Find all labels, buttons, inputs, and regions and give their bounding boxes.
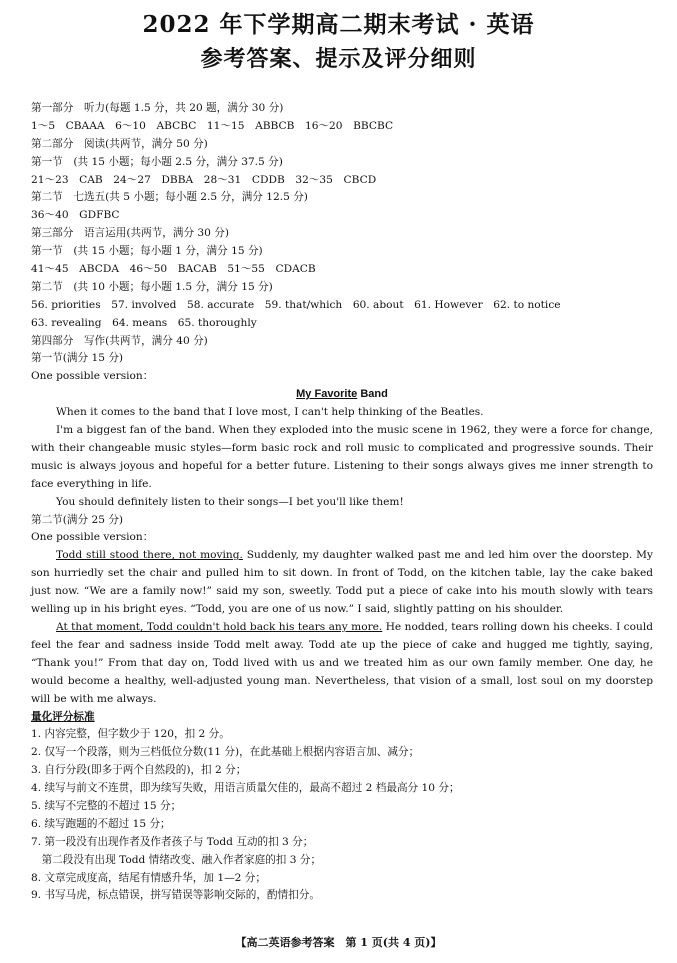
part1-keys: 1～5 CBAAA 6～10 ABCBC 11～15 ABBCB 16～20 BBCBC xyxy=(31,119,394,132)
part3-section2-keys-a: 56. priorities 57. involved 58. accurate 59. that/which 60. about 61. However 62. to notice xyxy=(31,298,561,311)
essay-title xyxy=(31,386,653,404)
essay-title-rest: Band xyxy=(357,388,388,401)
part3-section1-keys: 41～45 ABCDA 46～50 BACAB 51～55 CDACB xyxy=(31,263,316,276)
part3-section2-heading: 第二节 (共 10 小题；每小题 1.5 分，满分 15 分) xyxy=(31,280,273,293)
essay-paragraph-2: I'm a biggest fan of the band. When they exploded into the music scene in 1962, they were a force for change, with their changeable music styles—form basic rock and roll music to complicated and progressive sounds. Their music is always joyous and hopeful for a better future. Listening to their songs always gives me inner strength to face everything in life. xyxy=(31,424,653,490)
criteria-item: 1. 内容完整，但字数少于 120，扣 2 分。 xyxy=(31,728,230,741)
part2-section1-keys: 21～23 CAB 24～27 DBBA 28～31 CDDB 32～35 CBCD xyxy=(31,173,377,186)
page-footer: 【高二英语参考答案 第 1 页(共 4 页)】 xyxy=(235,936,442,949)
criteria-item: 6. 续写跑题的不超过 15 分； xyxy=(31,817,171,830)
essay-paragraph-3: You should definitely listen to their songs—I bet you'll like them! xyxy=(56,495,404,508)
criteria-heading: 量化评分标准 xyxy=(31,710,95,723)
continuation-paragraph-1 xyxy=(31,547,653,619)
continuation-paragraph-2-opening: At that moment, Todd couldn't hold back his tears any more. xyxy=(56,620,383,633)
continuation-paragraph-2 xyxy=(31,619,653,709)
page-subtitle: 参考答案、提示及评分细则 xyxy=(200,46,477,72)
criteria-item: 7. 第一段没有出现作者及作者孩子与 Todd 互动的扣 3 分； xyxy=(31,835,314,848)
criteria-item: 9. 书写马虎，标点错误，拼写错误等影响交际的，酌情扣分。 xyxy=(31,889,320,902)
criteria-item: 第二段没有出现 Todd 情绪改变、融入作者家庭的扣 3 分； xyxy=(31,853,322,866)
page-title: 2022 年下学期高二期末考试 · 英语 xyxy=(142,11,535,38)
criteria-item: 4. 续写与前文不连贯，即为续写失败，用语言质量欠佳的，最高不超过 2 档最高分 10 分； xyxy=(31,782,460,795)
continuation-paragraph-1-body: Suddenly, my daughter walked past me and led him over the doorstep. My son hurriedly set the chair and pulled him to sit down. In front of Todd, on the kitchen table, lay the cake baked just now. “We are a family now!” said my son, sweetly. Todd put a piece of cake into his mouth slowly with tears welling up in his bright eyes. “Todd, you are one of us now.” I said, slightly patting on his shoulder. xyxy=(31,549,653,616)
part2-section2-heading: 第二节 七选五(共 5 小题；每小题 2.5 分，满分 12.5 分) xyxy=(31,191,308,204)
continuation-paragraph-1-opening: Todd still stood there, not moving. xyxy=(56,549,243,562)
criteria-item: 3. 自行分段(即多于两个自然段的)，扣 2 分； xyxy=(31,764,247,777)
essay-paragraph-1: When it comes to the band that I love most, I can't help thinking of the Beatles. xyxy=(56,406,484,419)
criteria-item: 8. 文章完成度高，结尾有情感升华，加 1—2 分； xyxy=(31,871,266,884)
section2-version: One possible version： xyxy=(31,531,154,544)
section2-heading: 第二节(满分 25 分) xyxy=(31,513,124,526)
criteria-item: 2. 仅写一个段落，则为三档低位分数(11 分)，在此基础上根据内容语言加、减分； xyxy=(31,746,420,759)
part2-heading: 第二部分 阅读(共两节，满分 50 分) xyxy=(31,137,208,150)
part1-heading: 第一部分 听力(每题 1.5 分，共 20 题，满分 30 分) xyxy=(31,102,284,114)
part4-section1-version: One possible version： xyxy=(31,370,154,383)
criteria-item: 5. 续写不完整的不超过 15 分； xyxy=(31,799,182,812)
essay-title-underlined: My Favorite xyxy=(296,388,358,401)
part4-heading: 第四部分 写作(共两节，满分 40 分) xyxy=(31,334,208,347)
continuation-paragraph-2-body: He nodded, tears rolling down his cheeks. I could feel the fear and sadness inside Todd melt away. Todd ate up the piece of cake and hugged me tightly, saying, “Thank you!” From that day on, Todd lived with us and we treated him as our own family member. One day, he would become a healthy, well-adjusted young man. Nevertheless, that vision of a small, lost soul on my doorstep will be with me always. xyxy=(31,620,653,705)
part3-section1-heading: 第一节 (共 15 小题；每小题 1 分，满分 15 分) xyxy=(31,245,263,258)
part3-heading: 第三部分 语言运用(共两节，满分 30 分) xyxy=(31,227,229,240)
part2-section2-keys: 36～40 GDFBC xyxy=(31,209,120,222)
part2-section1-heading: 第一节 (共 15 小题；每小题 2.5 分，满分 37.5 分) xyxy=(31,155,283,168)
answer-content xyxy=(31,100,653,905)
part4-section1-heading: 第一节(满分 15 分) xyxy=(31,352,124,365)
part3-section2-keys-b: 63. revealing 64. means 65. thoroughly xyxy=(31,316,257,329)
